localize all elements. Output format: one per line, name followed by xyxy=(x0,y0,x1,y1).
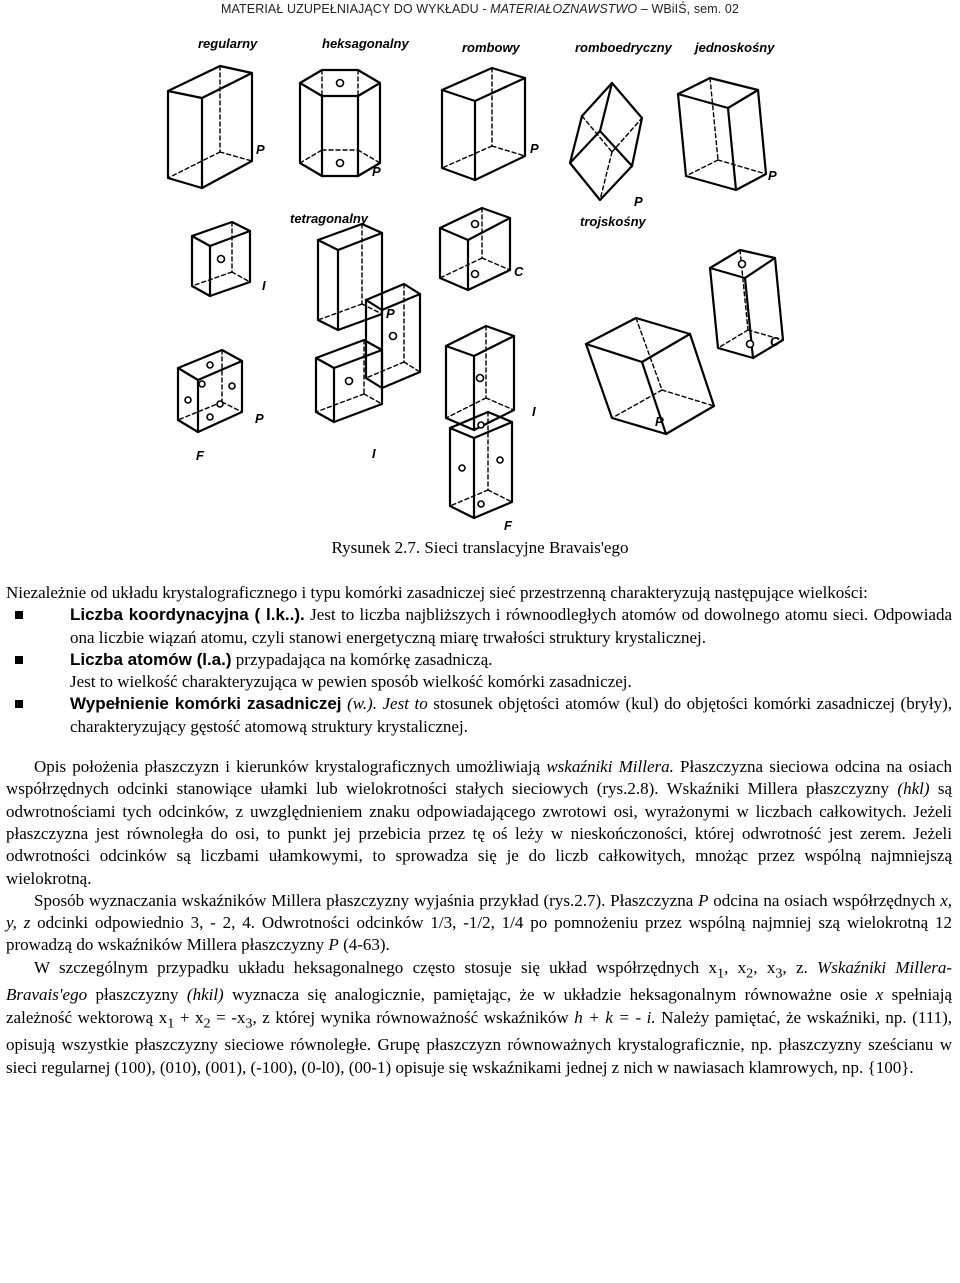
triclinic-p-cell xyxy=(586,318,714,434)
bullet-square-icon xyxy=(15,700,23,708)
label-tetragonalny: tetragonalny xyxy=(290,211,369,226)
text-run-italic: P xyxy=(328,935,339,955)
label-orth-c: C xyxy=(514,264,524,279)
bullet-text-2: Jest to wielkość charakteryzująca w pewien sposób wielkość komórki zasadniczej. xyxy=(70,672,632,692)
label-hex-p: P xyxy=(372,164,381,179)
subscript: 3 xyxy=(775,965,783,982)
label-orth-i: I xyxy=(532,404,536,419)
bullet-square-icon xyxy=(15,656,23,664)
bravais-lattices-figure xyxy=(150,28,830,543)
header-faculty: – WBiIŚ, sem. 02 xyxy=(637,2,739,16)
subscript: 1 xyxy=(167,1015,175,1032)
header-subject: MATERIAŁOZNAWSTWO xyxy=(490,2,638,16)
bullet-square-icon xyxy=(15,611,23,619)
text-run-italic: wskaźniki Millera. xyxy=(546,757,674,777)
text-run: płaszczyzny xyxy=(87,985,187,1005)
subscript: 2 xyxy=(203,1015,211,1032)
text-run: , x xyxy=(724,957,747,977)
text-run: Sposób wyznaczania wskaźników Millera płaszczyzny wyjaśnia przykład (rys.2.7). Płaszczyzna xyxy=(34,890,699,910)
orthorhombic-p-cell xyxy=(442,68,525,180)
text-run-italic: (hkl) xyxy=(897,779,930,799)
label-tric-p: P xyxy=(655,414,664,429)
subscript: 3 xyxy=(245,1015,253,1032)
text-run: W szczególnym przypadku układu heksagonalnego często stosuje się układ współrzędnych x xyxy=(34,957,718,977)
text-run: , z której wynika równoważność wskaźników xyxy=(252,1007,575,1027)
label-regularny: regularny xyxy=(198,36,258,51)
monoclinic-p-cell xyxy=(678,78,766,190)
bullet-text-italic: Jest to xyxy=(376,694,428,714)
text-run-italic: h + k = - i. xyxy=(574,1007,656,1027)
orthorhombic-c-cell xyxy=(440,208,510,290)
label-heksagonalny: heksagonalny xyxy=(322,36,409,51)
text-run: odcina na osiach współrzędnych xyxy=(708,890,941,910)
bullet-term-abbrev: (w.). xyxy=(341,694,377,714)
figure-caption: Rysunek 2.7. Sieci translacyjne Bravais'ego xyxy=(331,538,629,557)
text-run: Opis położenia płaszczyzn i kierunków krystalograficznych umożliwiają xyxy=(34,757,547,777)
text-run: , z. xyxy=(782,957,818,977)
text-run: wyznacza się analogicznie, pamiętając, że w układzie heksagonalnym równoważne osie xyxy=(223,985,876,1005)
miller-paragraph xyxy=(6,756,952,890)
text-run: (4-63). xyxy=(338,935,390,955)
label-rhomb-p: P xyxy=(634,194,643,209)
cubic-i-cell xyxy=(192,222,250,296)
tetragonal-i-cell xyxy=(366,284,420,388)
bullet-text: Jest to liczba najbliższych i równoodległych atomów od dowolnego atomu sieci. Odpowiada ona liczbie wiązań atomu, czyli stanowi energetyczną miarę trwałości struktury krystalicznej. xyxy=(70,605,953,647)
body-text xyxy=(6,582,952,1079)
bullet-coordination-number xyxy=(6,604,952,649)
text-run-italic: Wskaźniki Millera-Bravais'ego xyxy=(6,957,953,1005)
label-orth-f: F xyxy=(504,518,512,533)
text-run-italic: x xyxy=(875,985,884,1005)
label-tetra-p: P xyxy=(386,306,395,321)
text-run: Płaszczyzna sieciowa odcina na osiach współrzędnych odcinki stanowiące ułamki lub wielokrotności stałych sieciowych (rys.2.8). Wskaźniki Millera płaszczyzny xyxy=(6,757,952,799)
bullet-text: przypadająca na komórkę zasadniczą. xyxy=(231,649,493,669)
label-cubic-p2: P xyxy=(255,411,264,426)
text-run-italic: P xyxy=(698,890,709,910)
label-rombowy: rombowy xyxy=(462,40,520,55)
example-paragraph xyxy=(6,890,952,957)
text-run: odcinki odpowiednio 3, - 2, 4. Odwrotności odcinków 1/3, -1/2, 1/4 po pomnożeniu przez wspólną najmniej szą wielokrotną 12 prowadzą do wskaźników Millera płaszczyzny xyxy=(6,913,952,955)
text-run: spełniają zależność wektorową x xyxy=(6,985,952,1027)
bullet-packing-factor xyxy=(6,693,952,738)
hexagonal-p-cell xyxy=(300,70,380,176)
label-cubic-p: P xyxy=(256,142,265,157)
label-jednoskosny: jednoskośny xyxy=(695,40,775,55)
tetragonal-p-cell xyxy=(318,224,382,330)
label-mono-p: P xyxy=(768,168,777,183)
hexagonal-paragraph xyxy=(6,957,952,1079)
orthorhombic-f-cell xyxy=(450,412,512,518)
rhombohedral-p-cell xyxy=(570,83,642,200)
text-run: Należy pamiętać, że wskaźniki, np. (111), opisują wszystkie płaszczyzny sieciowe równoległe. Grupę płaszczyzn równoważnych krystalograficznie, np. płaszczyzny sześcianu w sieci regularnej (100), (010), (001), (-100), (0-l0), (00-1) opisuje się wskaźnikami jednej z nich w nawiasach klamrowych, np. {100}. xyxy=(6,1007,952,1077)
intro-paragraph: Niezależnie od układu krystalograficznego i typu komórki zasadniczej sieć przestrzenną charakteryzują następujące wielkości: xyxy=(6,583,868,602)
bullet-atom-count xyxy=(6,649,952,694)
bullet-term: Wypełnienie komórki zasadniczej xyxy=(70,694,342,714)
label-cubic-i2: I xyxy=(372,446,376,461)
page-header xyxy=(0,0,960,18)
cubic-p-cell xyxy=(168,66,252,188)
text-run-italic: x, y, z xyxy=(6,890,953,933)
label-mono-c: C xyxy=(770,334,780,349)
subscript: 2 xyxy=(746,965,754,982)
label-romboedryczny: romboedryczny xyxy=(575,40,672,55)
label-orth-p: P xyxy=(530,141,539,156)
text-run: są odwrotnościami tych odcinków, z uwzględnieniem znaku odpowiadającego zwrotowi osi, wyrażonymi w liczbach całkowitych. Jeżeli płaszczyzna jest równoległa do osi, to punkt jej przebicia przez tę oś leży w nieskończoności, której odwrotność jest zerem. Jeżeli odwrotności odcinków są liczbami ułamkowymi, to sprowadza się je do liczb całkowitych, mnożąc przez wspólną najmniejszą wielokrotną. xyxy=(6,779,952,888)
bullet-text: stosunek objętości atomów (kul) do objętości komórki zasadniczej (bryły), charakteryzujący gęstość atomową struktury krystalicznej. xyxy=(70,694,952,736)
header-course: MATERIAŁ UZUPEŁNIAJĄCY DO WYKŁADU - xyxy=(221,2,491,16)
text-run: + x xyxy=(174,1007,204,1027)
label-trojskosny: trojskośny xyxy=(580,214,646,229)
subscript: 1 xyxy=(717,965,725,982)
cubic-f-cell xyxy=(178,350,242,432)
text-run: , x xyxy=(753,957,776,977)
bullet-term: Liczba koordynacyjna ( l.k..). xyxy=(70,605,305,625)
bullet-term: Liczba atomów (l.a.) xyxy=(70,649,232,669)
label-cubic-f: F xyxy=(196,448,204,463)
text-run-italic: (hkil) xyxy=(186,985,224,1005)
label-cubic-i: I xyxy=(262,278,266,293)
text-run: = -x xyxy=(210,1007,246,1027)
